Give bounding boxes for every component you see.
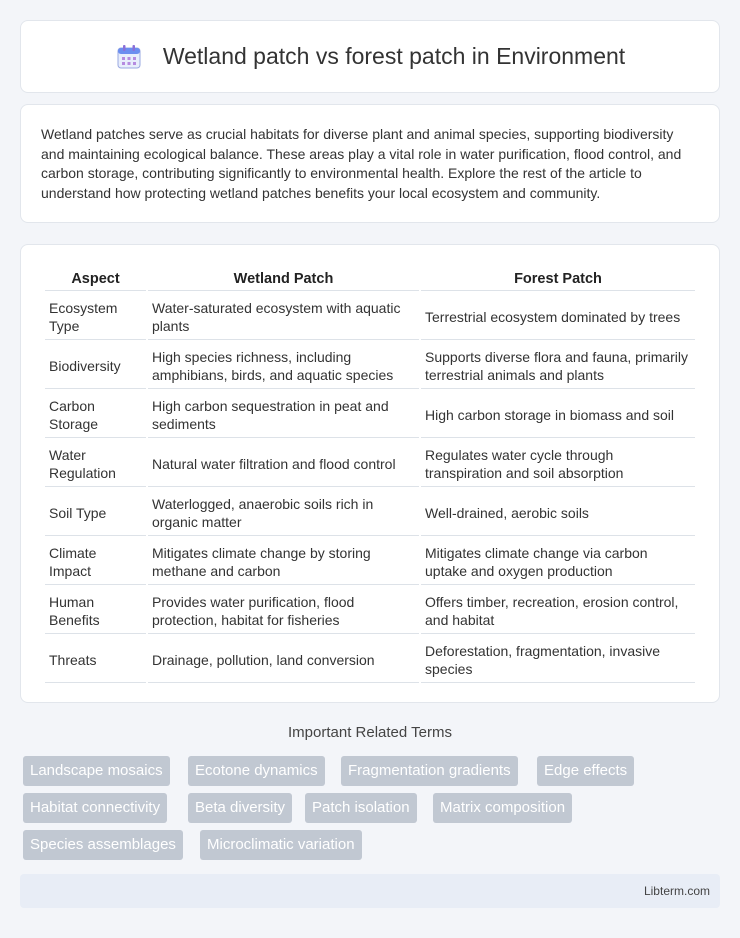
term-tag[interactable]: Fragmentation gradients [341,756,518,786]
header-card [20,20,720,93]
cell-aspect: Ecosystem Type [45,293,146,340]
term-tag[interactable]: Species assemblages [23,830,183,860]
cell-wetland: Natural water filtration and flood control [148,440,419,487]
page-title: Wetland patch vs forest patch in Environment [162,43,626,69]
term-tag[interactable]: Landscape mosaics [23,756,170,786]
cell-aspect: Water Regulation [45,440,146,487]
table-header-row [45,267,695,291]
cell-forest: Offers timber, recreation, erosion control, and habitat [421,587,695,634]
cell-forest: High carbon storage in biomass and soil [421,391,695,438]
comparison-table-card [20,244,720,703]
table-row [45,636,695,683]
cell-forest: Mitigates climate change via carbon uptake and oxygen production [421,538,695,585]
cell-wetland: Water-saturated ecosystem with aquatic plants [148,293,419,340]
cell-wetland: Drainage, pollution, land conversion [148,636,419,683]
header-forest: Forest Patch [421,267,695,291]
header-wetland: Wetland Patch [148,267,419,291]
term-tag[interactable]: Microclimatic variation [200,830,362,860]
table-row [45,391,695,438]
table-row [45,538,695,585]
cell-aspect: Carbon Storage [45,391,146,438]
comparison-table [43,265,697,685]
cell-wetland: High species richness, including amphibians, birds, and aquatic species [148,342,419,389]
table-row [45,342,695,389]
calendar-icon [115,43,143,71]
cell-wetland: Mitigates climate change by storing methane and carbon [148,538,419,585]
term-tag[interactable]: Habitat connectivity [23,793,167,823]
header-aspect: Aspect [45,267,146,291]
footer-site-link[interactable]: Libterm.com [643,884,710,898]
related-terms-title: Important Related Terms [288,724,452,741]
cell-aspect: Soil Type [45,489,146,536]
term-tag[interactable]: Edge effects [537,756,634,786]
table-row [45,587,695,634]
cell-wetland: Waterlogged, anaerobic soils rich in organic matter [148,489,419,536]
term-tag[interactable]: Ecotone dynamics [188,756,325,786]
cell-forest: Supports diverse flora and fauna, primarily terrestrial animals and plants [421,342,695,389]
intro-card [20,104,720,223]
term-tag[interactable]: Matrix composition [433,793,572,823]
footer [20,874,720,908]
cell-aspect: Human Benefits [45,587,146,634]
cell-aspect: Threats [45,636,146,683]
term-tag[interactable]: Patch isolation [305,793,417,823]
intro-text: Wetland patches serve as crucial habitats for diverse plant and animal species, supporting biodiversity and maintaining ecological balance. These areas play a vital role in water purification, flood control, and carbon storage, contributing significantly to environmental health. Explore the rest of the article to understand how protecting wetland patches benefits your local ecosystem and community. [41,126,682,201]
cell-forest: Regulates water cycle through transpiration and soil absorption [421,440,695,487]
cell-forest: Deforestation, fragmentation, invasive species [421,636,695,683]
cell-forest: Terrestrial ecosystem dominated by trees [421,293,695,340]
cell-aspect: Biodiversity [45,342,146,389]
table-row [45,489,695,536]
cell-wetland: Provides water purification, flood protection, habitat for fisheries [148,587,419,634]
cell-aspect: Climate Impact [45,538,146,585]
term-tag[interactable]: Beta diversity [188,793,292,823]
cell-forest: Well-drained, aerobic soils [421,489,695,536]
cell-wetland: High carbon sequestration in peat and sediments [148,391,419,438]
table-row [45,440,695,487]
table-row [45,293,695,340]
